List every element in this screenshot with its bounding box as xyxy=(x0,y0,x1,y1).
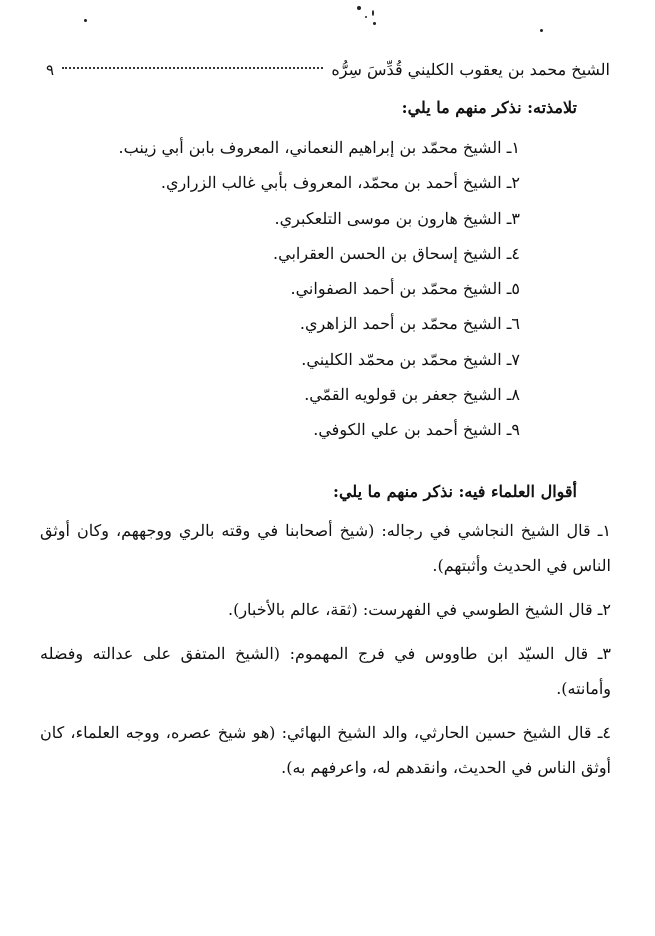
scan-speck xyxy=(373,22,376,25)
list-item: ١ـ الشيخ محمّد بن إبراهيم النعماني، المعروف بابن أبي زينب. xyxy=(118,138,520,157)
quote-item: ٣ـ قال السيّد ابن طاووس في فرج المهموم: (الشيخ المتفق على عدالته وفضله وأمانته). xyxy=(40,644,611,698)
students-list xyxy=(119,130,520,448)
scan-speck xyxy=(84,19,87,22)
list-item: ٩ـ الشيخ أحمد بن علي الكوفي. xyxy=(313,420,520,440)
list-item: ٥ـ الشيخ محمّد بن أحمد الصفواني. xyxy=(290,279,520,299)
quote-item: ٤ـ قال الشيخ حسين الحارثي، والد الشيخ البهائي: (هو شيخ عصره، ووجه العلماء، كان أوثق الناس في الحديث، وانقدهم له، واعرفهم به). xyxy=(40,723,611,777)
students-heading: تلامذته: نذكر منهم ما يلي: xyxy=(401,98,577,117)
sayings-heading: أقوال العلماء فيه: نذكر منهم ما يلي: xyxy=(333,482,577,501)
list-item: ٨ـ الشيخ جعفر بن قولويه القمّي. xyxy=(304,385,520,405)
sayings-list xyxy=(40,513,611,794)
scan-speck xyxy=(540,29,543,32)
list-item: ٧ـ الشيخ محمّد بن محمّد الكليني. xyxy=(301,349,520,369)
list-item: ٦ـ الشيخ محمّد بن أحمد الزاهري. xyxy=(299,314,520,334)
list-item: ٤ـ الشيخ إسحاق بن الحسن العقرابي. xyxy=(273,243,520,263)
scan-speck xyxy=(372,10,374,16)
list-item: ٣ـ الشيخ هارون بن موسى التلعكبري. xyxy=(274,208,520,228)
scan-speck xyxy=(357,6,361,10)
scan-speck xyxy=(365,16,367,18)
quote-item: ٢ـ قال الشيخ الطوسي في الفهرست: (ثقة، عالم بالأخبار). xyxy=(227,600,611,619)
list-item: ٢ـ الشيخ أحمد بن محمّد، المعروف بأبي غالب الزراري. xyxy=(160,173,520,193)
dotted-leader xyxy=(62,67,323,69)
running-header xyxy=(40,60,610,90)
running-header-title: الشيخ محمد بن يعقوب الكليني قُدِّسَ سِرُّه xyxy=(331,60,610,79)
running-header-page-ref: ٩ xyxy=(46,61,55,79)
quote-item: ١ـ قال الشيخ النجاشي في رجاله: (شيخ أصحابنا في وقته بالري ووجههم، وكان أوثق الناس في الحديث وأثبتهم). xyxy=(40,521,611,575)
